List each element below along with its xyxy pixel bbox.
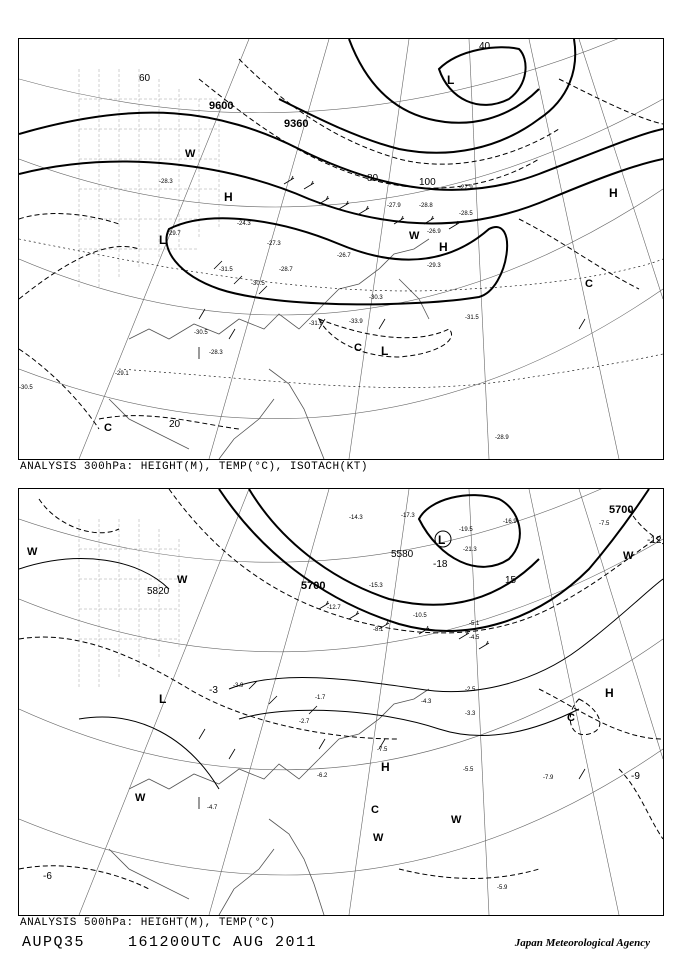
station-temp: -30.5 xyxy=(251,281,265,287)
low-marker: L xyxy=(159,233,167,247)
station-temp: -5.1 xyxy=(469,621,480,627)
contour-label: 5700 xyxy=(609,504,634,516)
station-temp: -5.9 xyxy=(497,885,508,891)
station-temp: -27.9 xyxy=(387,203,401,209)
station-temp: -28.3 xyxy=(159,179,173,185)
wind-barbs xyxy=(199,601,585,809)
system-markers xyxy=(27,531,634,844)
contour-label: -18 xyxy=(433,559,448,570)
low-marker: L xyxy=(447,73,455,87)
station-temp: -30.5 xyxy=(194,330,208,336)
station-values xyxy=(19,179,509,441)
hatched-region xyxy=(79,69,219,289)
high-marker: H xyxy=(224,190,233,204)
warm-marker: W xyxy=(623,550,634,562)
station-temp: -4.5 xyxy=(469,635,480,641)
station-temp: -2.5 xyxy=(465,687,476,693)
warm-marker: W xyxy=(373,832,384,844)
warm-marker: W xyxy=(177,574,188,586)
warm-marker: W xyxy=(135,792,146,804)
hatched-region xyxy=(79,519,179,689)
graticule xyxy=(19,489,663,915)
station-temp: -19.5 xyxy=(459,527,473,533)
low-marker: L xyxy=(438,533,446,547)
station-temp: -4.3 xyxy=(421,699,432,705)
station-temp: -26.9 xyxy=(427,229,441,235)
station-temp: -28.7 xyxy=(279,267,293,273)
low-marker: L xyxy=(159,692,167,706)
coastline xyxy=(109,689,429,915)
station-temp: -1.7 xyxy=(315,695,326,701)
station-temp: -30.3 xyxy=(369,295,383,301)
station-temp: -15.3 xyxy=(369,583,383,589)
cold-marker: C xyxy=(585,278,593,290)
contour-label: 20 xyxy=(169,419,181,430)
map-300hpa-canvas xyxy=(19,39,663,459)
height-contours-thin xyxy=(19,559,663,789)
cold-marker: C xyxy=(567,712,575,724)
station-temp: -3.3 xyxy=(465,711,476,717)
high-marker: H xyxy=(381,760,390,774)
station-temp: -7.5 xyxy=(599,521,610,527)
warm-marker: W xyxy=(185,148,196,160)
high-marker: H xyxy=(605,686,614,700)
low-marker: L xyxy=(381,344,389,358)
station-temp: -5.5 xyxy=(463,767,474,773)
height-contours xyxy=(19,39,663,304)
station-temp: -30.5 xyxy=(19,385,33,391)
map-500hpa-canvas xyxy=(19,489,663,915)
contour-label: 40 xyxy=(479,41,491,52)
station-temp: -29.1 xyxy=(115,371,129,377)
station-temp: -29.7 xyxy=(167,231,181,237)
map-500hpa xyxy=(18,488,664,916)
warm-marker: W xyxy=(27,546,38,558)
station-temp: -10.5 xyxy=(413,613,427,619)
cold-marker: C xyxy=(104,422,112,434)
station-temp: -31.5 xyxy=(219,267,233,273)
station-temp: -12.7 xyxy=(327,605,341,611)
station-temp: -17.3 xyxy=(401,513,415,519)
station-temp: -31.9 xyxy=(309,321,323,327)
contour-label: 100 xyxy=(419,177,436,188)
contour-label: 60 xyxy=(139,73,151,84)
cold-marker: C xyxy=(371,804,379,816)
high-marker: H xyxy=(609,186,618,200)
station-temp: -7.9 xyxy=(543,775,554,781)
station-temp: -3.9 xyxy=(233,683,244,689)
high-marker: H xyxy=(439,240,448,254)
caption-300hpa: ANALYSIS 300hPa: HEIGHT(M), TEMP(°C), ISOTACH(KT) xyxy=(20,461,368,473)
caption-500hpa: ANALYSIS 500hPa: HEIGHT(M), TEMP(°C) xyxy=(20,917,276,929)
station-temp: -14.3 xyxy=(349,515,363,521)
contour-label: -6 xyxy=(43,871,52,882)
station-values xyxy=(207,513,610,891)
station-temp: -27.3 xyxy=(267,241,281,247)
contour-label: 15 xyxy=(505,575,517,586)
contour-label: -3 xyxy=(209,685,218,696)
station-temp: -28.5 xyxy=(459,211,473,217)
station-temp: -31.5 xyxy=(465,315,479,321)
station-temp: -21.3 xyxy=(463,547,477,553)
station-temp: -24.3 xyxy=(237,221,251,227)
contour-label: 5580 xyxy=(391,549,414,560)
contour-label: 5700 xyxy=(301,580,326,592)
station-temp: -8.1 xyxy=(373,627,384,633)
station-temp: -33.9 xyxy=(349,319,363,325)
system-markers xyxy=(104,73,618,434)
contour-label: 80 xyxy=(367,173,379,184)
station-temp: -6.2 xyxy=(317,773,328,779)
station-temp: -28.8 xyxy=(419,203,433,209)
contour-label: 5820 xyxy=(147,586,170,597)
agency-credit: Japan Meteorological Agency xyxy=(514,937,650,949)
contour-label: -9 xyxy=(631,771,640,782)
contour-label: 9360 xyxy=(284,118,309,130)
station-temp: -26.7 xyxy=(337,253,351,259)
station-temp: -29.3 xyxy=(427,263,441,269)
station-temp: -4.7 xyxy=(207,805,218,811)
station-temp: -28.3 xyxy=(209,350,223,356)
station-temp: -28.9 xyxy=(495,435,509,441)
station-temp: -7.5 xyxy=(377,747,388,753)
isotherms xyxy=(19,239,663,388)
station-temp: -27.9 xyxy=(459,185,473,191)
contour-label: -12 xyxy=(647,535,662,546)
valid-time: 161200UTC AUG 2011 xyxy=(128,934,318,951)
contour-label: 9600 xyxy=(209,100,234,112)
warm-marker: W xyxy=(451,814,462,826)
chart-id: AUPQ35 xyxy=(22,934,86,951)
contour-labels xyxy=(43,504,662,882)
warm-marker: W xyxy=(409,230,420,242)
station-temp: -2.7 xyxy=(299,719,310,725)
map-300hpa xyxy=(18,38,664,460)
cold-marker: C xyxy=(354,342,362,354)
station-temp: -16.9 xyxy=(503,519,517,525)
